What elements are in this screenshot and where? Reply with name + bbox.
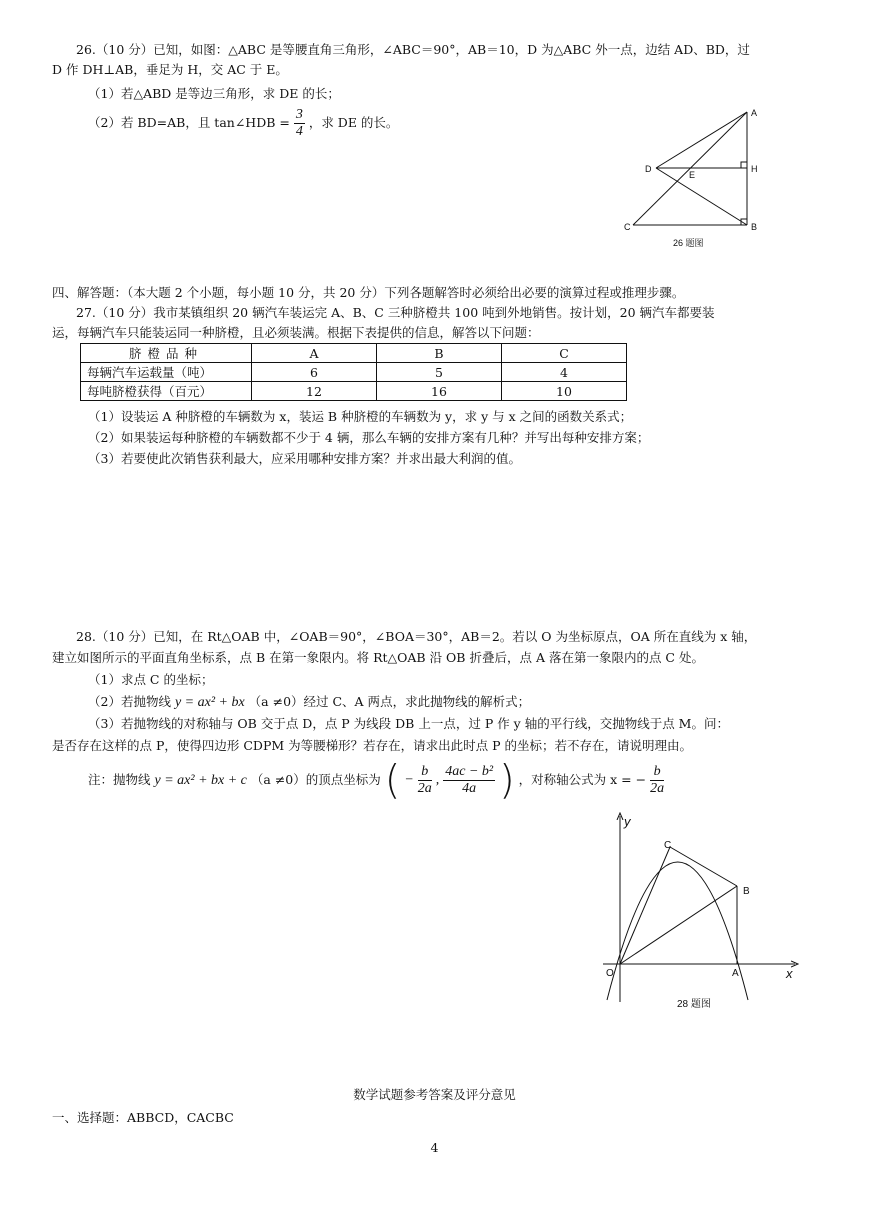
q28-part2 xyxy=(88,692,530,712)
q28-label-x: x xyxy=(786,966,793,981)
q26-fraction xyxy=(294,107,305,140)
q27-line2: 运，每辆汽车只能装运同一种脐橙，且必须装满。根据下表提供的信息，解答以下问题： xyxy=(52,325,540,340)
q28-axis-den: 2a xyxy=(650,781,665,796)
q28-part2-post: （a ≠0）经过 C、A 两点，求此抛物线的解析式； xyxy=(248,694,531,709)
table-row xyxy=(81,382,627,401)
q28-paren-close: ) xyxy=(499,757,515,804)
q28-vertex-y-num: 4ac − b² xyxy=(445,764,494,779)
table-cell: A xyxy=(252,344,377,363)
section4-header: 四、解答题：（本大题 2 个小题，每小题 10 分，共 20 分）下列各题解答时必须给出必要的演算过程或推理步骤。 xyxy=(52,285,685,300)
table-cell: 12 xyxy=(252,382,377,401)
q26-part2 xyxy=(88,103,398,143)
q28-vertex-x-num: b xyxy=(418,764,432,781)
answers-title: 数学试题参考答案及评分意见 xyxy=(353,1087,516,1102)
q28-part2-pre: （2）若抛物线 xyxy=(88,694,171,709)
q27-line1: 27.（10 分）我市某镇组织 20 辆汽车装运完 A、B、C 三种脐橙共 100 吨到外地销售。按计划，20 辆汽车都要装 xyxy=(76,305,715,320)
q26-label-a: A xyxy=(751,108,758,118)
q28-axis-num: b xyxy=(650,764,664,781)
q28-part1: （1）求点 C 的坐标； xyxy=(88,672,214,687)
page-number: 4 xyxy=(430,1140,439,1155)
q27-part2: （2）如果装运每种脐橙的车辆数都不少于 4 辆，那么车辆的安排方案有几种？并写出每种安排方案； xyxy=(88,430,650,445)
q28-part3-line1: （3）若抛物线的对称轴与 OB 交于点 D，点 P 为线段 DB 上一点，过 P 作 y 轴的平行线，交抛物线于点 M。问： xyxy=(88,716,729,731)
table-cell: 10 xyxy=(502,382,627,401)
q28-part3-line2: 是否存在这样的点 P，使得四边形 CDPM 为等腰梯形？若存在，请求出此时点 P 的坐标；若不存在，请说明理由。 xyxy=(52,738,692,753)
q28-seg-oc xyxy=(620,847,670,964)
q26-right-angle-h xyxy=(741,162,747,168)
q28-line2: 建立如图所示的平面直角坐标系，点 B 在第一象限内。将 Rt△OAB 沿 OB 折叠后，点 A 落在第一象限内的点 C 处。 xyxy=(52,650,704,665)
q28-note-mid: （a ≠0）的顶点坐标为 xyxy=(250,772,381,787)
q26-label-c: C xyxy=(624,222,631,232)
q26-part2-post: ，求 DE 的长。 xyxy=(308,115,399,130)
q28-figure xyxy=(595,812,805,1017)
table-cell: 脐橙品种 xyxy=(81,344,252,363)
table-cell: 4 xyxy=(502,363,627,382)
q28-line1: 28.（10 分）已知，在 Rt△OAB 中，∠OAB＝90°，∠BOA＝30°，AB＝2。若以 O 为坐标原点，OA 所在直线为 x 轴， xyxy=(76,629,757,644)
table-row xyxy=(81,344,627,363)
q26-label-d: D xyxy=(645,164,652,174)
q28-note-axis: ，对称轴公式为 x = − xyxy=(518,772,647,787)
table-row xyxy=(81,363,627,382)
q26-caption: 26 题图 xyxy=(673,238,704,248)
q26-label-e: E xyxy=(689,170,696,180)
q27-table xyxy=(80,343,627,401)
q28-vertex-x xyxy=(418,764,432,797)
q28-vertex-y-den: 4a xyxy=(462,781,477,796)
q28-caption: 28 题图 xyxy=(677,999,711,1010)
q28-paren-open: ( xyxy=(384,757,401,804)
table-cell: 6 xyxy=(252,363,377,382)
q26-seg-db xyxy=(656,168,747,225)
q27-part3: （3）若要使此次销售获利最大，应采用哪种安排方案？并求出最大利润的值。 xyxy=(88,451,521,466)
q28-vertex-comma: , xyxy=(435,772,440,788)
q28-seg-ob xyxy=(620,886,737,964)
q26-seg-da xyxy=(656,112,747,168)
q28-label-o: O xyxy=(606,968,614,979)
q26-line2: D 作 DH⊥AB，垂足为 H，交 AC 于 E。 xyxy=(52,62,288,77)
table-cell: B xyxy=(377,344,502,363)
q26-label-b: B xyxy=(751,222,758,232)
q28-label-a: A xyxy=(732,968,739,979)
q28-note-pre: 注：抛物线 xyxy=(88,772,151,787)
q26-line1: 26.（10 分）已知，如图：△ABC 是等腰直角三角形，∠ABC＝90°，AB＝10，D 为△ABC 外一点，边结 AD、BD，过 xyxy=(76,42,750,57)
table-cell: 16 xyxy=(377,382,502,401)
q28-vertex-minus: − xyxy=(404,772,414,788)
q28-part2-formula: y = ax² + bx xyxy=(174,695,245,710)
q28-label-c: C xyxy=(664,840,672,851)
q28-label-b: B xyxy=(743,886,750,897)
table-cell: 每辆汽车运载量（吨） xyxy=(81,363,252,382)
q26-part2-pre: （2）若 BD=AB，且 tan∠HDB = xyxy=(88,115,290,130)
q26-frac-den: 4 xyxy=(295,124,303,139)
answers-line1: 一、选择题：ABBCD，CACBC xyxy=(52,1110,234,1125)
table-cell: C xyxy=(502,344,627,363)
q28-axis-frac xyxy=(650,764,664,797)
q26-frac-num: 3 xyxy=(295,107,303,122)
table-cell: 5 xyxy=(377,363,502,382)
q28-label-y: y xyxy=(624,814,631,829)
q28-note xyxy=(88,758,664,803)
q27-part1: （1）设装运 A 种脐橙的车辆数为 x，装运 B 种脐橙的车辆数为 y，求 y 与 x 之间的函数关系式； xyxy=(88,409,633,424)
q28-vertex-y xyxy=(443,764,495,797)
q26-figure xyxy=(615,100,775,250)
q26-part1: （1）若△ABD 是等边三角形，求 DE 的长； xyxy=(88,86,340,101)
q28-vertex-x-den: 2a xyxy=(417,781,432,796)
q28-parabola xyxy=(607,862,748,1000)
table-cell: 每吨脐橙获得（百元） xyxy=(81,382,252,401)
q28-note-formula: y = ax² + bx + c xyxy=(154,773,247,788)
q26-label-h: H xyxy=(751,164,758,174)
